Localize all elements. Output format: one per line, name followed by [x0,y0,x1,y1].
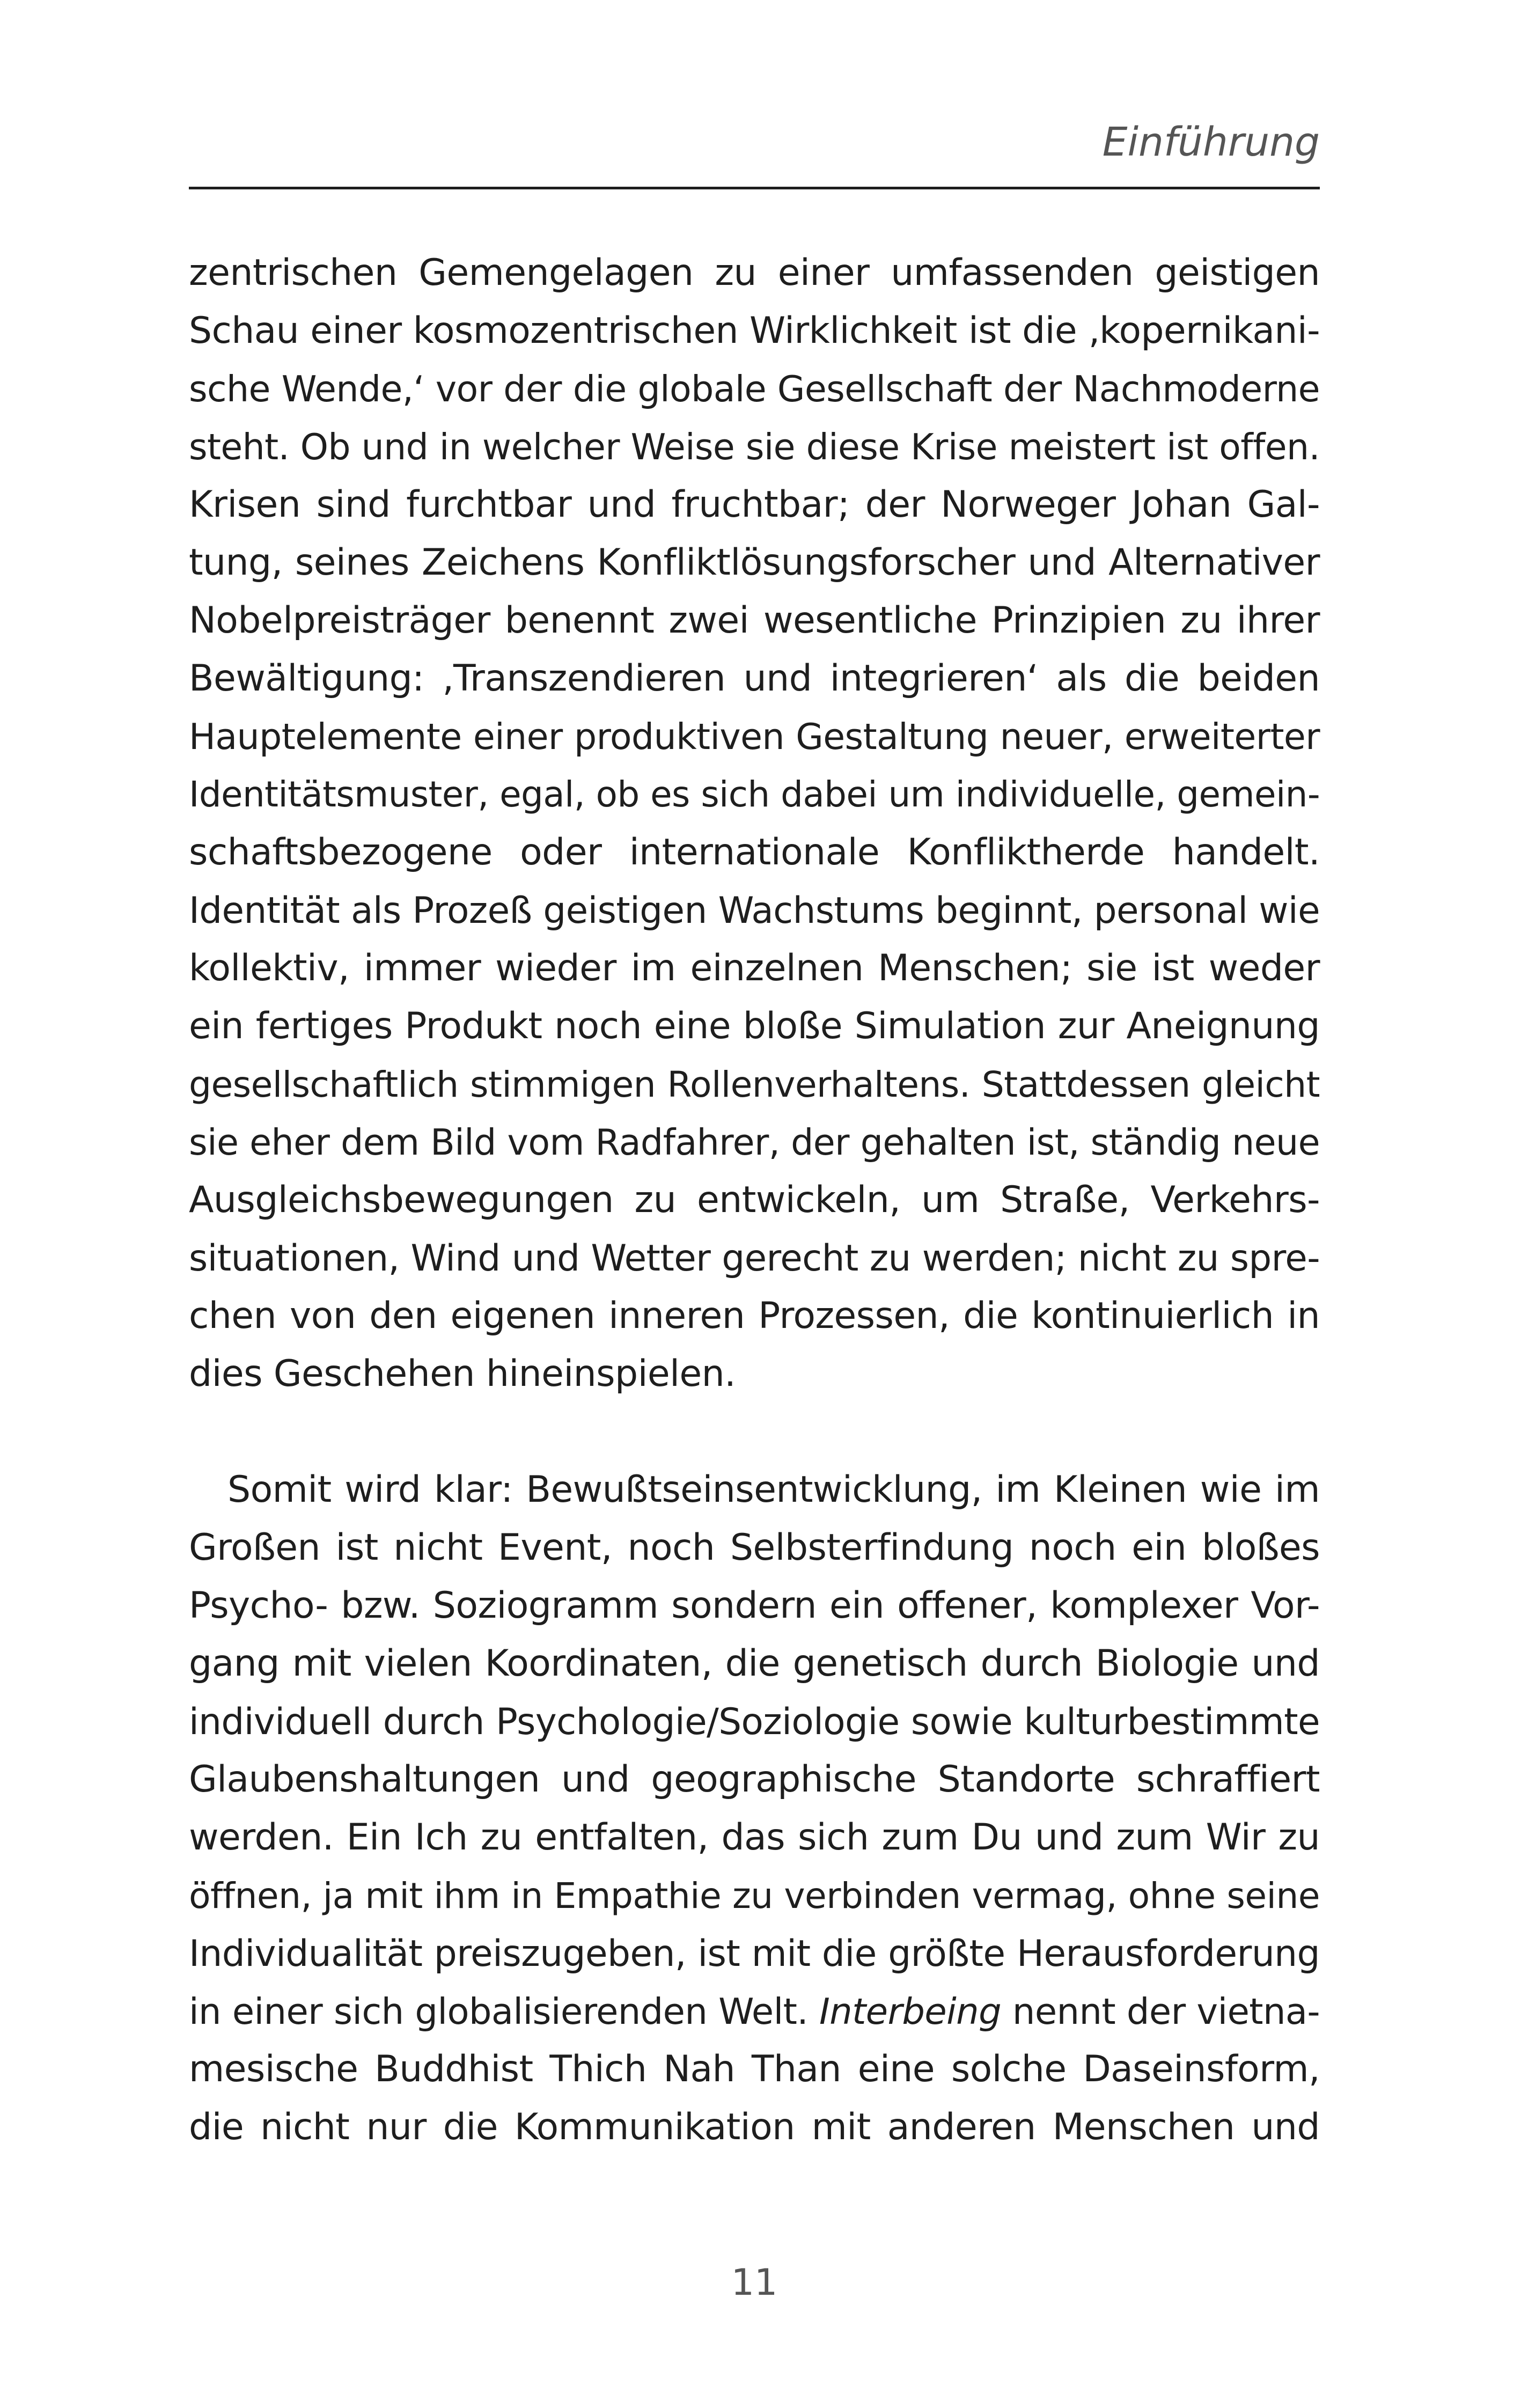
text-line: steht. Ob und in welcher Weise sie diese Krise meistert ist offen. [189,426,1320,468]
text-line: zentrischen Gemengelagen zu einer umfassenden geistigen [189,252,1320,294]
paragraph-1 [189,244,1320,1403]
text-line: Identität als Prozeß geistigen Wachstums beginnt, personal wie [189,889,1320,931]
text-line: Glaubenshaltungen und geographische Standorte schraffiert [189,1758,1320,1801]
text-line: Hauptelemente einer produktiven Gestaltung neuer, erweiterter [189,716,1320,758]
paragraph-2 [189,1461,1320,2156]
text-line: die nicht nur die Kommunikation mit anderen Menschen und [189,2106,1320,2148]
text-line: Ausgleichsbewegungen zu entwickeln, um Straße, Verkehrs- [189,1179,1320,1221]
text-line: Bewältigung: ‚Transzendieren und integrieren‘ als die beiden [189,657,1320,700]
text-line: werden. Ein Ich zu entfalten, das sich zum Du und zum Wir zu [189,1816,1320,1859]
text-line: gang mit vielen Koordinaten, die genetisch durch Biologie und [189,1642,1320,1685]
running-header-title: Einführung [1102,119,1320,165]
text-line: Nobelpreisträger benennt zwei wesentliche Prinzipien zu ihrer [189,599,1320,642]
text-line: individuell durch Psychologie/Soziologie sowie kulturbestimmte [189,1700,1320,1743]
text-line: Identitätsmuster, egal, ob es sich dabei um individuelle, gemein- [189,774,1320,815]
emphasis-term: Interbeing [819,1991,1002,2032]
text-line: kollektiv, immer wieder im einzelnen Menschen; sie ist weder [189,947,1320,989]
text-line: dies Geschehen hineinspielen. [189,1353,736,1395]
text-line: sche Wende,‘ vor der die globale Gesellschaft der Nachmoderne [189,368,1320,410]
text-line: chen von den eigenen inneren Prozessen, die kontinuierlich in [189,1295,1320,1337]
text-line: schaftsbezogene oder internationale Konfliktherde handelt. [189,831,1320,873]
text-line: tung, seines Zeichens Konfliktlösungsforscher und Alternativer [189,541,1320,584]
text-segment: nennt der vietna- [1012,1991,1320,2032]
text-line: mesische Buddhist Thich Nah Than eine solche Daseinsform, [189,2048,1320,2090]
text-line: Somit wird klar: Bewußtseinsentwicklung, im Kleinen wie im [227,1469,1320,1511]
text-line-mixed [189,1983,1320,2040]
page-number: 11 [731,2262,778,2304]
text-line: gesellschaftlich stimmigen Rollenverhaltens. Stattdessen gleicht [189,1063,1320,1105]
text-line: Krisen sind furchtbar und fruchtbar; der Norweger Johan Gal- [189,483,1320,526]
text-line: situationen, Wind und Wetter gerecht zu werden; nicht zu spre- [189,1237,1320,1279]
paragraph-gap [189,1403,1320,1461]
text-segment: in einer sich globalisierenden Welt. [189,1991,809,2032]
text-line: öffnen, ja mit ihm in Empathie zu verbinden vermag, ohne seine [189,1875,1320,1917]
text-line: Großen ist nicht Event, noch Selbsterfindung noch ein bloßes [189,1526,1320,1569]
text-line: Schau einer kosmozentrischen Wirklichkeit ist die ‚kopernikani- [189,310,1320,352]
text-line: Individualität preiszugeben, ist mit die größte Herausforderung [189,1932,1320,1974]
text-line: Psycho- bzw. Soziogramm sondern ein offener, komplexer Vor- [189,1584,1320,1627]
text-line: ein fertiges Produkt noch eine bloße Simulation zur Aneignung [189,1005,1320,1047]
header-rule [189,187,1320,189]
text-line: sie eher dem Bild vom Radfahrer, der gehalten ist, ständig neue [189,1121,1320,1163]
body-text [189,244,1320,2156]
